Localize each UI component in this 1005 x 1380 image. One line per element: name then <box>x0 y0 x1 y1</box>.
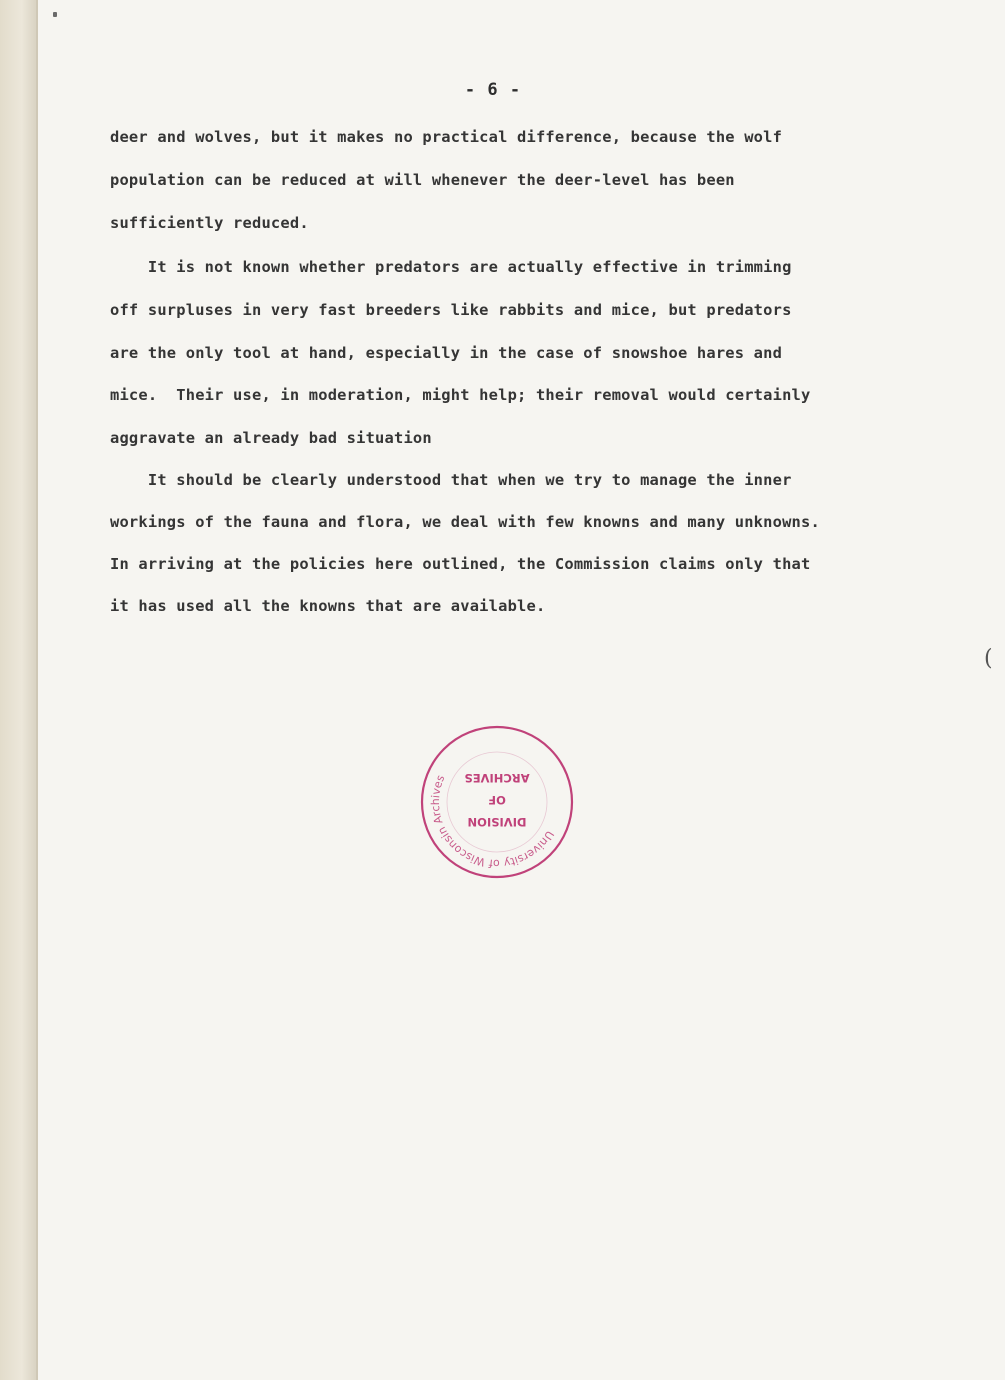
stamp-line-2: OF <box>488 793 506 807</box>
body-line: aggravate an already bad situation <box>110 429 432 447</box>
page-number: - 6 - <box>464 80 522 100</box>
stamp-line-1: DIVISION <box>467 815 527 829</box>
body-line: workings of the fauna and flora, we deal with few knowns and many unknowns. <box>110 513 820 531</box>
body-line: It should be clearly understood that when we try to manage the inner <box>110 471 792 489</box>
body-line: population can be reduced at will whenever the deer-level has been <box>110 171 735 189</box>
body-line: are the only tool at hand, especially in the case of snowshoe hares and <box>110 344 783 362</box>
body-line: off surpluses in very fast breeders like rabbits and mice, but predators <box>110 301 792 319</box>
ink-speck <box>53 12 57 17</box>
adjacent-page-edge <box>0 0 36 1380</box>
body-line: deer and wolves, but it makes no practical difference, because the wolf <box>110 128 783 146</box>
body-line: In arriving at the policies here outlined, the Commission claims only that <box>110 555 811 573</box>
stamp-outer-text: University of Wisconsin Archives <box>428 773 557 871</box>
paper-sheet <box>38 0 1005 1380</box>
stray-ink-mark: ( <box>984 646 993 671</box>
body-line: It is not known whether predators are actually effective in trimming <box>110 258 792 276</box>
stamp-line-3: ARCHIVES <box>464 771 530 785</box>
body-line: sufficiently reduced. <box>110 214 309 232</box>
archives-stamp <box>419 724 575 880</box>
body-line: mice. Their use, in moderation, might help; their removal would certainly <box>110 386 811 404</box>
body-line: it has used all the knowns that are available. <box>110 597 546 615</box>
